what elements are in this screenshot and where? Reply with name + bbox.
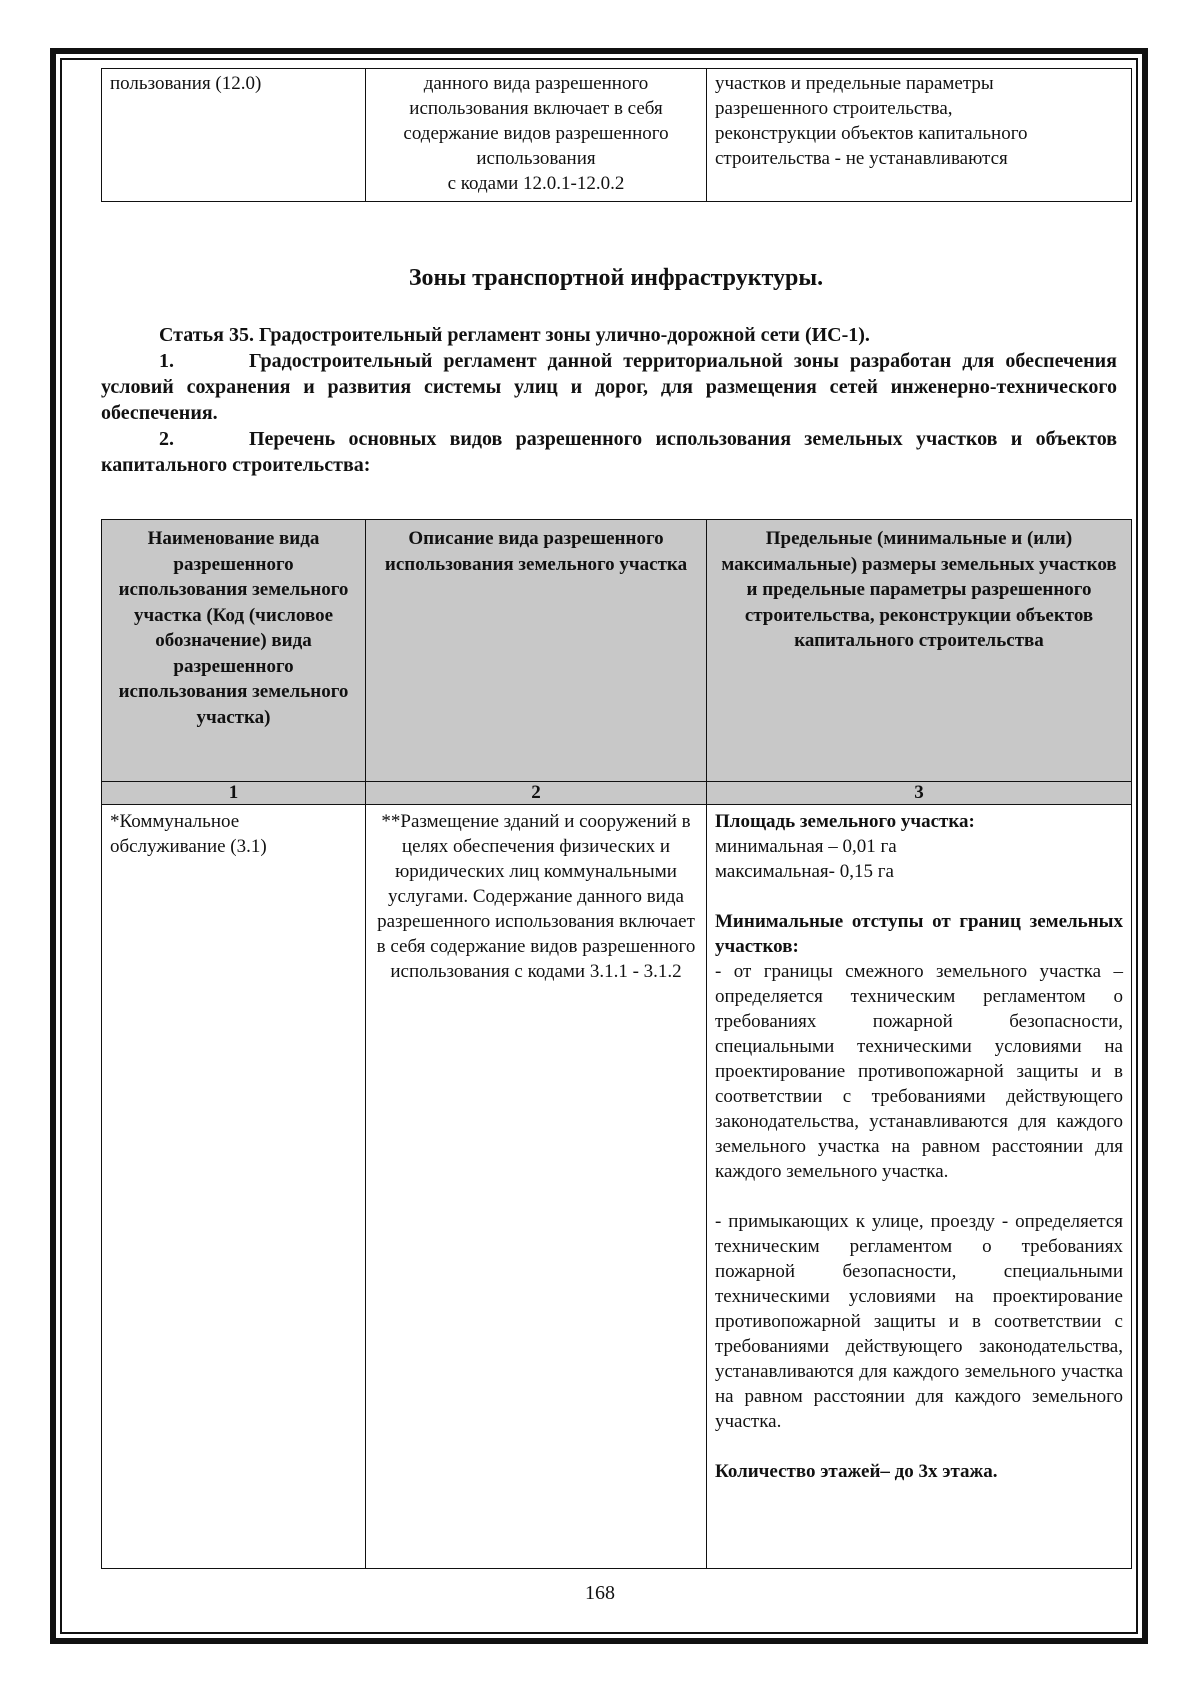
paragraph-number: 2. <box>159 428 174 450</box>
text-line: данного вида разрешенного <box>423 73 649 94</box>
paragraph-1 <box>101 348 1117 426</box>
column-number: 2 <box>366 782 707 805</box>
text-line: использования включает в себя <box>409 98 663 119</box>
column-number: 1 <box>102 782 366 805</box>
text-line: реконструкции объектов капитального <box>715 123 1028 144</box>
table-row <box>102 805 1132 1569</box>
area-max: максимальная- 0,15 га <box>715 861 894 882</box>
paragraph-2 <box>101 426 1117 478</box>
column-number-row <box>102 782 1132 805</box>
header-use-description: Описание вида разрешенного использования земельного участка <box>366 520 707 782</box>
article-title: Статья 35. Градостроительный регламент зоны улично-дорожной сети (ИС-1). <box>159 324 870 346</box>
paragraph-text: Градостроительный регламент данной территориальной зоны разработан для обеспечения условий сохранения и развития системы улиц и дорог, для размещения сетей инженерно-технического обеспечения. <box>101 350 1117 424</box>
floors-limit: Количество этажей– до 3х этажа. <box>715 1461 998 1482</box>
paragraph-number: 1. <box>159 350 174 372</box>
paragraph-text: Перечень основных видов разрешенного использования земельных участков и объектов капитального строительства: <box>101 428 1117 476</box>
page-number: 168 <box>585 1582 615 1604</box>
table-header-row <box>102 520 1132 782</box>
cell-use-parameters <box>707 69 1132 202</box>
text-line: с кодами 12.0.1-12.0.2 <box>447 173 625 194</box>
table-row <box>102 69 1132 202</box>
setback-street: - примыкающих к улице, проезду - определяется техническим регламентом о требованиях пожарной безопасности, специальными техническими условиями на проектирование противопожарной защиты и в соответствии с требованиями действующего законодательства, устанавливаются для каждого земельного участка на равном расстоянии для каждого земельного участка. <box>715 1211 1123 1432</box>
header-use-name: Наименование вида разрешенного использования земельного участка (Код (числовое обозначение) вида разрешенного использования земельного участка) <box>102 520 366 782</box>
area-min: минимальная – 0,01 га <box>715 836 897 857</box>
cell-parameters <box>707 805 1132 1569</box>
column-number: 3 <box>707 782 1132 805</box>
cell-use-description <box>366 69 707 202</box>
section-title: Зоны транспортной инфраструктуры. <box>408 265 824 291</box>
text-line: разрешенного строительства, <box>715 98 953 119</box>
text-line: содержание видов разрешенного <box>403 123 669 144</box>
text-line: использования <box>476 148 596 169</box>
text-line: участков и предельные параметры <box>715 73 994 94</box>
header-parameters: Предельные (минимальные и (или) максимальные) размеры земельных участков и предельные параметры разрешенного строительства, реконструкции объектов капитального строительства <box>707 520 1132 782</box>
text-line: строительства - не устанавливаются <box>715 148 1008 169</box>
cell-use-name: пользования (12.0) <box>102 69 366 202</box>
cell-use-name: *Коммунальное обслуживание (3.1) <box>102 805 366 1569</box>
setback-adjacent: - от границы смежного земельного участка – определяется техническим регламентом о требованиях пожарной безопасности, специальными техническими условиями на проектирование противопожарной защиты и в соответствии с требованиями действующего законодательства, устанавливаются для каждого земельного участка на равном расстоянии для каждого земельного участка. <box>715 961 1123 1182</box>
setbacks-title: Минимальные отступы от границ земельных участков: <box>715 911 1123 957</box>
permitted-uses-table <box>101 519 1132 1569</box>
cell-use-description: **Размещение зданий и сооружений в целях обеспечения физических и юридических лиц коммунальными услугами. Содержание данного вида разрешенного использования включает в себя содержание видов разрешенного использования с кодами 3.1.1 - 3.1.2 <box>366 805 707 1569</box>
continued-table <box>101 68 1132 202</box>
area-title: Площадь земельного участка: <box>715 811 975 832</box>
